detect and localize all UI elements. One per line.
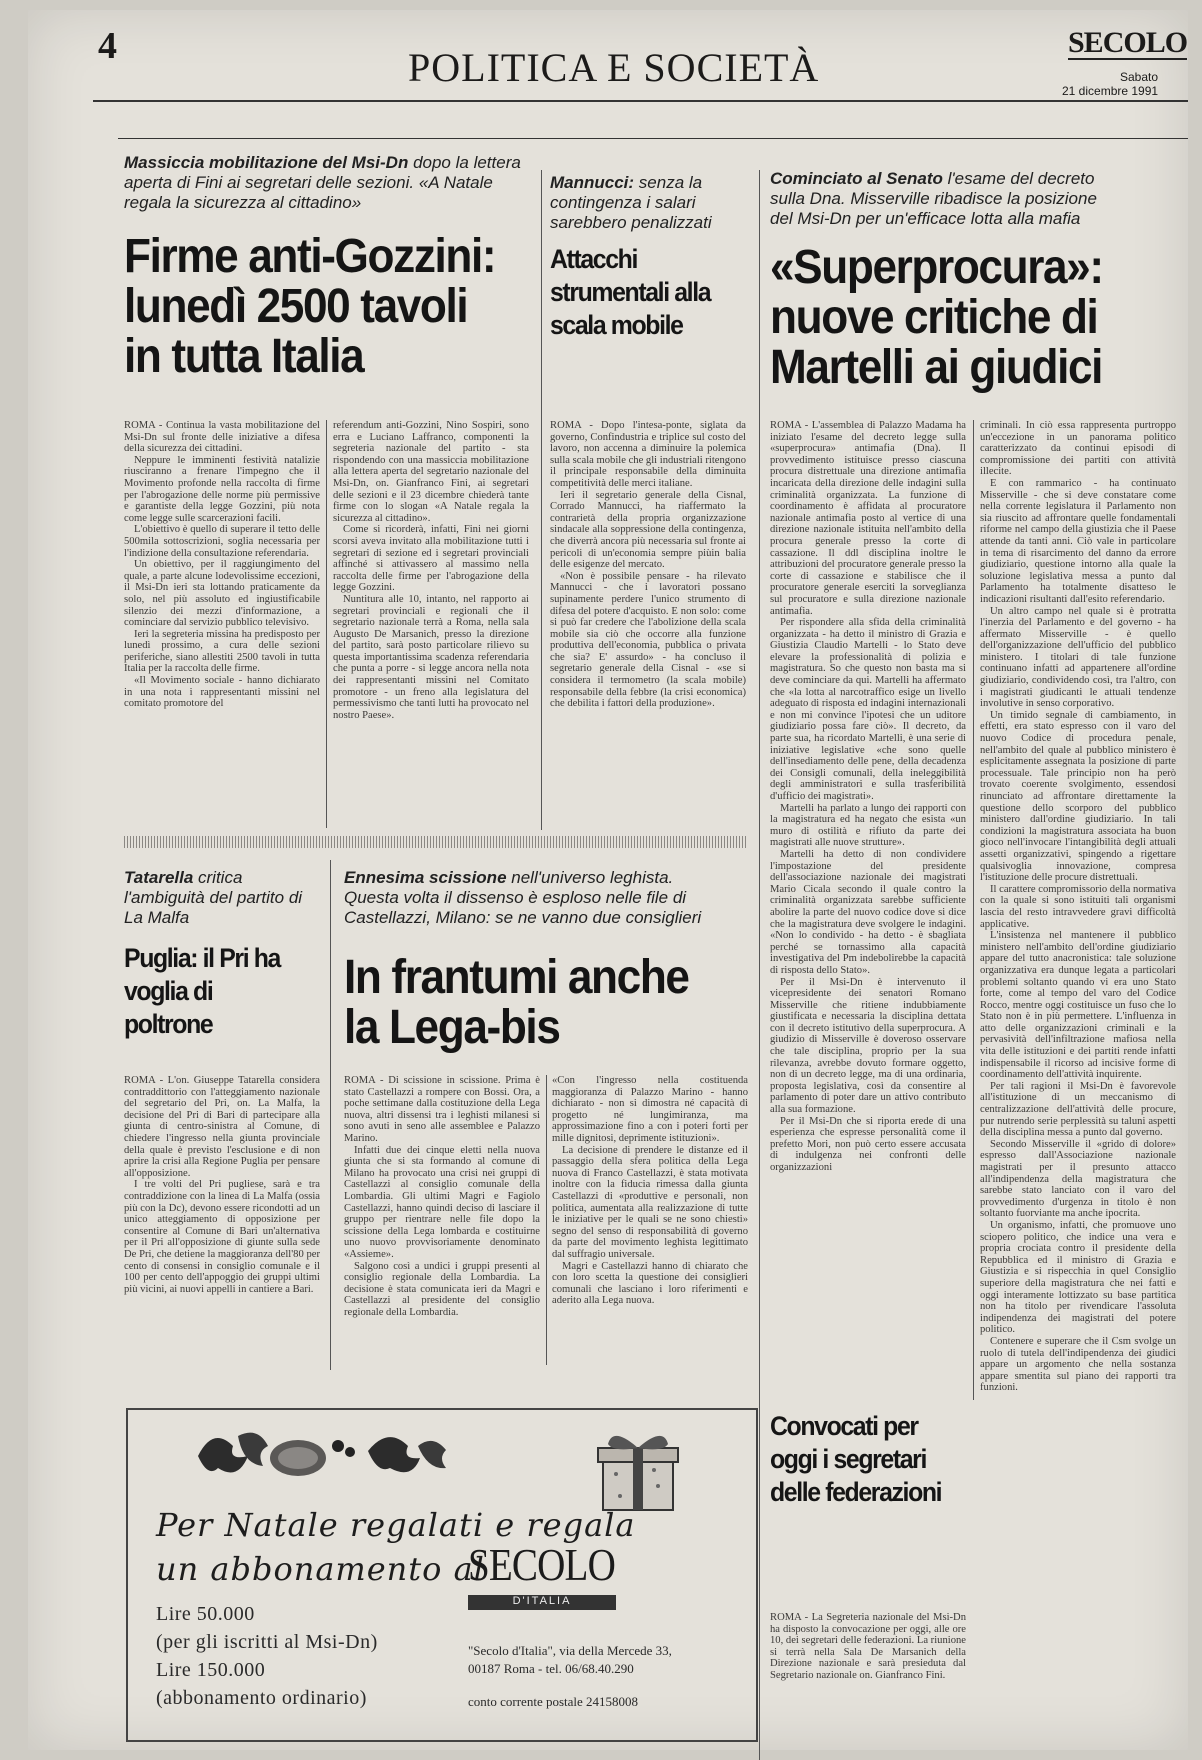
- article3-kicker: Cominciato al Senato l'esame del decreto sulla Dna. Misserville ribadisce la posizione del Msi-Dn per un'efficace lotta alla mafia: [770, 169, 1097, 228]
- gift-box-icon: [588, 1424, 688, 1514]
- ad-price-ordinary: Lire 150.000: [156, 1659, 266, 1681]
- ad-price-members-note: (per gli iscritti al Msi-Dn): [156, 1631, 378, 1653]
- subscription-advertisement: [126, 1408, 758, 1742]
- article2-kicker: Mannucci: senza la contingenza i salari sarebbero penalizzati: [550, 173, 712, 232]
- section-divider: [124, 836, 748, 848]
- ad-address-line-2: 00187 Roma - tel. 06/68.40.290: [468, 1661, 634, 1676]
- column-divider: [541, 170, 542, 830]
- header-rule: [93, 100, 1188, 102]
- article6-headline: Convocati per oggi i segretari delle federazioni: [770, 1411, 942, 1507]
- article5-kicker: Ennesima scissione nell'universo leghista. Questa volta il dissenso è esploso nelle file di Castellazzi, Milano: se ne vanno due consiglieri: [344, 868, 702, 927]
- article5-headline: In frantumi anche la Lega-bis: [344, 951, 689, 1054]
- holly-decoration-icon: [188, 1416, 488, 1496]
- ad-slogan-line-1: Per Natale regalati e regala: [156, 1506, 636, 1544]
- newspaper-page: [28, 10, 1188, 1750]
- masthead-day: Sabato: [1120, 70, 1159, 84]
- article4-kicker: Tatarella critica l'ambiguità del partito di La Malfa: [124, 868, 303, 927]
- column-divider: [326, 420, 327, 828]
- ad-postal-account: conto corrente postale 24158008: [468, 1694, 639, 1709]
- column-divider: [759, 170, 760, 1760]
- article2-column: ROMA - Dopo l'intesa-ponte, siglata da governo, Confindustria e triplice sul costo del lavoro, non accenna a diminuire la polemica sulla scala mobile che gli industriali ritengono il principale responsabile della diminuita competitività delle merci italiane. Ieri il segretario generale della Cisnal, Corrado Mannucci, ha riaffermato la contrarietà della propria organizzazione sindacale alla soppressione della contingenza, che diverrà ancora più necessaria sul fronte ai pericoli di un'economia sempre piùin balia delle esigenze del mercato. «Non è possibile pensare - ha rilevato Mannucci - che i lavoratori possano supinamente perdere l'unico strumento di difesa del potere d'acquisto. E non solo: come si può far credere che l'abolizione della scala mobile sia ciò che occorre alla funzione produttiva dell'economia, pubblica o privata che sia? E' assurdo» - ha concluso il segretario generale della Cisnal - «se si considera il termometro (la scala mobile) responsabile della febbre (la crisi economica) che debilita i fattori della produzione».: [550, 420, 746, 710]
- article2-headline: Attacchi strumentali alla scala mobile: [550, 244, 711, 340]
- article4-column: ROMA - L'on. Giuseppe Tatarella considera contraddittorio con l'atteggiamento nazionale del segretario del Pri, on. La Malfa, la decisione del Pri di Bari di partecipare alla giunta di centro-sinistra al Comune, di chiedere l'ingresso nella giunta provinciale della quale è previsto l'esclusione e di non aprire la crisi alla Regione Puglia per pensare all'opposizione. I tre volti del Pri pugliese, sarà e tra contraddizione con la linea di La Malfa (ossia più con la Dc), devono essere ricondotti ad un unico atteggiamento di opposizione per consentire al Comune di Bari un'alternativa per il Pri all'opposizione di giunte sulla sede De Pri, che detiene la maggioranza dell'80 per cento di consensi in consiglio comunale e il 100 per cento dell'appoggio dei gruppi ultimi più vicini, ai nuovi appelli in cantiere a Bari.: [124, 1075, 320, 1295]
- section-title: POLITICA E SOCIETÀ: [408, 45, 820, 90]
- ad-slogan-line-2: un abbonamento al: [156, 1550, 485, 1588]
- masthead-logo: SECOLO: [1068, 26, 1188, 59]
- article1-kicker: Massiccia mobilitazione del Msi-Dn dopo la lettera aperta di Fini ai segretari delle sezioni. «A Natale regala la sicurezza al cittadino»: [124, 153, 521, 212]
- article6-column: ROMA - La Segreteria nazionale del Msi-Dn ha disposto la convocazione per oggi, alle ore 10, dei segretari delle federazioni. La riunione si terrà nella Sala De Marsanich della Direzione nazionale e sarà presieduta dal Segretario nazionale on. Gianfranco Fini.: [770, 1612, 966, 1681]
- article3-column-2: criminali. In ciò essa rappresenta purtroppo un'eccezione in un panorama politico caratterizzato da continui episodi di compromissione dei partiti con attività illecite. E con rammarico - ha continuato Misserville - che si deve constatare come nella corrente legislatura il Parlamento non sia riuscito ad affrontare quelle fondamentali riforme nel campo della giustizia che il Paese attende da tanti anni. Ciò vale in particolare in tema di risarcimento del danno da errore giudiziario, questione intorno alla quale la soluzione legislativa messa a punto dal Parlamento ha totalmente disatteso le indicazioni risultanti dall'esito referendario. Un altro campo nel quale si è protratta l'inerzia del Parlamento e del governo - ha affermato Misserville - è quello dell'organizzazione dell'ufficio del pubblico ministero. I titolari di tale funzione continuano infatti ad appartenere all'ordine giudiziario, condividendo così, tra l'altro, con i magistrati giudicanti le attuali tendenze involutive in senso corporativo. Un timido segnale di cambiamento, in effetti, era stato espresso con il varo del nuovo Codice di procedura penale, nell'ambito del quale al pubblico ministero è esplicitamente assegnata la posizione di parte processuale. Tale principio non ha però trovato coerente svolgimento, essendosi rinunciato ad affrontare direttamente la questione dello scorporo del pubblico ministero dall'ordine giudiziario. In tali condizioni la magistratura associata ha buon gioco nell'invocare l'intangibilità degli attuali assetti organizzativi, spingendo a rigettare qualsivoglia innovazione, compresa l'istituzione delle procure distrettuali. Il carattere compromissorio della normativa con la quale si sono istituiti tali organismi lascia del resto intravvedere gravi difficoltà applicative. L'insistenza nel mantenere il pubblico ministero nell'ambito dell'ordine giudiziario appare del tutto anacronistica: tale soluzione organizzativa era dunque legata a particolari problemi soltanto quando vi era uno Stato forte, come al tempo del varo del Codice Rocco, mentre oggi costituisce un fuso che lo Stato non è in più permettere. L'influenza in atto delle organizzazioni criminali e la pervasività dell'infiltrazione mafiosa nella vita delle istituzioni e dei partiti rende infatti indispensabile il ricorso ad incisive forme di coordinamento dell'attività inquirente. Per tali ragioni il Msi-Dn è favorevole all'istituzione di un meccanismo di centralizzazione dell'attività delle procure, pur nutrendo serie perplessità su taluni aspetti della disciplina messa a punto dal governo. Secondo Misserville il «grido di dolore» espresso dall'Associazione nazionale magistrati per il presunto attacco all'indipendenza della magistratura che sarebbe stato lanciato con il varo del provvedimento d'urgenza in titolo è non soltanto fuorviante ma anche ipocrita. Un organismo, infatti, che promuove uno sciopero politico, che indice una vera e propria crociata contro il presidente della Repubblica ed il ministro di Grazia e Giustizia e si rispecchia in quel Consiglio superiore della magistratura che nei fatti e oggi interamente lottizzato su base partitica non ha titolo per rivendicare l'assoluta indipendenza dei magistrati del potere politico. Contenere e superare che il Csm svolge un ruolo di tutela dell'indipendenza dei giudici appare un argomento che nella sostanza appare smentita sul piano dei rapporti tra funzioni.: [980, 420, 1176, 1394]
- article3-headline: «Superprocura»: nuove critiche di Martelli ai giudici: [770, 241, 1103, 394]
- article1-column-2: referendum anti-Gozzini, Nino Sospiri, sono erra e Luciano Laffranco, componenti la segreteria nazionale del partito - sta rispondendo con una massiccia mobilitazione alla lettera aperta del segretario nazionale del Msi-Dn, on. Gianfranco Fini, ai segretari delle sezioni e il 23 dicembre chiederà tante firme con lo slogan «A Natale regala la sicurezza al cittadino». Come si ricorderà, infatti, Fini nei giorni scorsi aveva invitato alla mobilitazione tutti i segretari di sezione ed i segretari provinciali affinché si attivassero al massimo nella raccolta delle firme per l'abrogazione della legge Gozzini. Nuntitura alle 10, intanto, nel rapporto ai segretari provinciali e regionali che il segretario nazionale terrà a Roma, nella sala Augusto De Marsanich, presso la direzione del partito, sarà posto particolare rilievo su questa importantissima scadenza referendaria che punta a porre - si legge ancora nella nota dei rappresentanti missini nel Comitato promotore - un freno alla legislatura del permessivismo che tanti lutti ha provocato nel nostro Paese».: [333, 420, 529, 721]
- ad-address-line-1: "Secolo d'Italia", via della Mercede 33,: [468, 1643, 672, 1658]
- article5-column-2: «Con l'ingresso nella costituenda maggioranza di Palazzo Marino - hanno dichiarato - non si dimostra né capacità di progetto né lungimiranza, ma approssimazione fino a con i poteri forti per mille dignitosi, deprimente istituzioni». La decisione di prendere le distanze ed il passaggio della sfera politica della Lega nuova di Franco Castellazzi, è stata motivata inoltre con la fiducia rimessa dalla giunta Castellazzi di «produttive e personali, non politica, aumentata alla realizzazione di tutte le iniziative per le quali se ne sono chiesti» segno del senso di responsabilità di governo da parte del movimento leghista legittimato dal suffragio universale. Magri e Castellazzi hanno di chiarato che con loro scetta la questione dei consiglieri comunali che lasciano i loro riferimenti e aderito alla Lega nuova.: [552, 1075, 748, 1307]
- column-divider: [330, 860, 331, 1370]
- masthead-date: 21 dicembre 1991: [1062, 84, 1159, 98]
- ad-price-ordinary-note: (abbonamento ordinario): [156, 1687, 367, 1709]
- article4-headline: Puglia: il Pri ha voglia di poltrone: [124, 943, 280, 1039]
- top-rule: [118, 138, 1188, 139]
- column-divider: [973, 420, 974, 1400]
- article1-headline: Firme anti-Gozzini: lunedì 2500 tavoli in tutta Italia: [124, 230, 496, 383]
- article1-column-1: ROMA - Continua la vasta mobilitazione del Msi-Dn sul fronte delle iniziative a difesa della sicurezza dei cittadini. Neppure le imminenti festività natalizie riusciranno a frenare l'impegno che il Movimento profonde nella raccolta di firme per l'abrogazione delle norme più permissive e garantiste della legge Gozzini, più nota come legge sulle scarcerazioni facili. L'obiettivo è quello di superare il tetto delle 500mila sottoscrizioni, soglia necessaria per l'indizione della consultazione referendaria. Un obiettivo, per il raggiungimento del quale, a parte alcune lodevolissime eccezioni, il Msi-Dn ieri sta lottando praticamente da solo, nel più assoluto ed ingiustificabile silenzio dei mezzi d'informazione, a cominciare dal servizio pubblico televisivo. Ieri la segreteria missina ha predisposto per lunedì prossimo, a cura delle sezioni periferiche, siano allestiti 2500 tavoli in tutta Italia per la raccolta delle firme. «Il Movimento sociale - hanno dichiarato in una nota i rappresentanti missini nel comitato promotore del: [124, 420, 320, 710]
- column-divider: [546, 1075, 547, 1365]
- ad-secolo-logo-band: D'ITALIA: [468, 1595, 616, 1610]
- ad-price-members: Lire 50.000: [156, 1603, 255, 1625]
- ad-secolo-logo: SECOLO: [468, 1539, 615, 1590]
- page-number: 4: [98, 25, 117, 67]
- article5-column-1: ROMA - Di scissione in scissione. Prima è stato Castellazzi a rompere con Bossi. Ora, a poche settimane dalla costituzione della Lega nuova, altri dissensi tra i leghisti milanesi si sono avuti in seno alle assemblee e Palazzo Marino. Infatti due dei cinque eletti nella nuova giunta che si sta formando al comune di Milano ha provocato una crisi nei gruppi di Castellazzi al consiglio comunale della Lombardia. Gli ultimi Magri e Fagiolo Castellazzi, hanno quindi deciso di lasciare il gruppo per rientrare nelle file dopo la scissione della Lega lombarda e costituirne uno nuovo provvisoriamente denominato «Assieme». Salgono così a undici i gruppi presenti al consiglio regionale della Lombardia. La decisione è stata comunicata ieri da Magri e Castellazzi al presidente del consiglio regionale della Lombardia.: [344, 1075, 540, 1318]
- article3-column-1: ROMA - L'assemblea di Palazzo Madama ha iniziato l'esame del decreto legge sulla «superprocura» antimafia (Dna). Il provvedimento istituisce presso ciascuna procura distrettuale una direzione antimafia incaricata della direzione delle indagini sulla criminalità organizzata. La funzione di coordinamento è affidata al procuratore nazionale antimafia posto al vertice di una direzione nazionale istituita nell'ambito della procura generale presso la corte di cassazione. Il ddl disciplina inoltre le attribuzioni del procuratore generale presso la corte di cassazione e stabilisce che il procuratore generale eserciti la sorveglianza sul procuratore e sulla direzione nazionale antimafia. Per rispondere alla sfida della criminalità organizzata - ha detto il ministro di Grazia e Giustizia Claudio Martelli - lo Stato deve elevare la professionalità di polizia e magistratura. So che questo non basta ma si deve cominciare da qui. Martelli ha affermato che «la lotta al narcotraffico esige un livello adeguato di risposta ed indagini internazionali e non mi convince l'ipotesi che un uditore giudiziario possa fare ciò». Il decreto, da parte sua, ha ricordato Martelli, è una serie di iniziative legislative «che sono quelle dell'insediamento delle pene, della decadenza dei Consigli comunali, della ineleggibilità degli amministratori e sulla trasferibilità d'ufficio dei magistrati». Martelli ha parlato a lungo dei rapporti con la magistratura ed ha negato che esista «un muro di ostilità e rifiuto da parte dei magistrati alle nuove strutture». Martelli ha detto di non condividere l'impostazione del presidente dell'associazione nazionale dei magistrati Mario Cicala secondo il quale contro la criminalità organizzata sarebbe sufficiente abolire la parte del nuovo codice dove si dice che la magistratura deve svolgere le indagini. «Non lo condivido - ha detto - è sbagliata perché se tornassimo alla capacità investigativa del Pm indebolirebbe la capacità di risposta dello Stato». Per il Msi-Dn è intervenuto il vicepresidente dei senatori Romano Misserville che ritiene indubbiamente giustificata e necessaria la disciplina dettata con il decreto istitutivo della superprocura. A giudizio di Misserville è doveroso osservare che tale disciplina, proprio per la sua rilevanza, avrebbe dovuto formare oggetto, non di un decreto legge, ma di una ordinaria, proposta legislativa, così da consentire al parlamento di poter dare un attivo contributo alla sua formazione. Per il Msi-Dn che si riporta erede di una esperienza che espresse personalità come il prefetto Mori, non può certo essere accusata di indulgenza nei confronti delle organizzazioni: [770, 420, 966, 1173]
